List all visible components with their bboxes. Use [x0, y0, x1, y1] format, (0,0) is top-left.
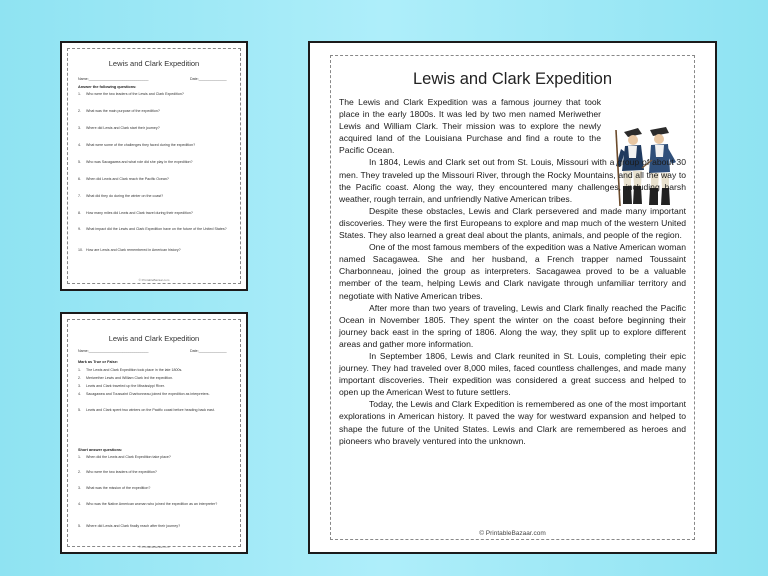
- sa-item: 5. Where did Lewis and Clark finally reach after their journey?: [78, 524, 181, 528]
- question-item: 10. How are Lewis and Clark remembered in American history?: [78, 248, 181, 252]
- questions-worksheet-page: [60, 41, 248, 291]
- sa-item: 3. What was the mission of the expedition?: [78, 486, 151, 490]
- tf-item: 3. Lewis and Clark traveled up the Mississippi River.: [78, 384, 165, 388]
- sa-item: 1. When did the Lewis and Clark Expedition take place?: [78, 455, 171, 459]
- question-item: 5. Who was Sacagawea and what role did she play in the expedition?: [78, 160, 193, 164]
- tf-item: 5. Lewis and Clark spent two winters on the Pacific coast before heading back east.: [78, 408, 215, 412]
- worksheet-dashed-border: [67, 319, 241, 547]
- worksheet-footer: © PrintableBazaar.com: [138, 545, 170, 549]
- question-item: 7. What did they do during the winter on the coast?: [78, 194, 164, 198]
- paragraph: In 1804, Lewis and Clark set out from St. Louis, Missouri with a group of about 30 men. They traveled up the Missouri River, through the Rocky Mountains, and all the way to the Pacific coast. Along the way, they encountered many challenges, including harsh weather, rough terrain, and unfriendly Native American tribes.: [339, 157, 686, 204]
- short-answer-heading: Short answer questions:: [78, 448, 123, 452]
- paragraph: After more than two years of traveling, Lewis and Clark finally reached the Pacific Ocean in November 1805. They spent the winter on the coast before beginning their journey back east in the spring of 1806. Along the way, they split up to explore different areas and gather more information.: [339, 302, 686, 349]
- reading-passage-page: [308, 41, 717, 554]
- worksheet-footer: © PrintableBazaar.com: [138, 278, 170, 282]
- worksheet-title: Lewis and Clark Expedition: [108, 59, 200, 68]
- passage-footer: © PrintableBazaar.com: [479, 530, 546, 537]
- question-item: 2. What was the main purpose of the expedition?: [78, 109, 160, 113]
- name-label: Name:______________________________: [78, 77, 149, 81]
- instructions-heading: Answer the following questions:: [78, 85, 137, 89]
- paragraph: The Lewis and Clark Expedition was a famous journey that took place in the early 1800s. It was led by two men named Meriwether Lewis and William Clark. Their mission was to explore the newly acquired land of the Louisiana Purchase and find a route to the Pacific Ocean.: [339, 97, 601, 156]
- worksheet-dashed-border: [67, 48, 241, 284]
- paragraph: In September 1806, Lewis and Clark reunited in St. Louis, completing their epic journey. They had traveled over 8,000 miles, faced countless challenges, and made many important discoveries. Their expedition was considered a great success and helped to open up the American West to future settlers.: [339, 350, 686, 398]
- paragraph: Despite these obstacles, Lewis and Clark persevered and made many important discoveries. They were the first Europeans to explore and map much of the western United States. They also learned a great deal about the plants, animals, and people of the region.: [339, 205, 686, 241]
- question-item: 6. When did Lewis and Clark reach the Pacific Ocean?: [78, 177, 169, 181]
- question-item: 4. What were some of the challenges they faced during the expedition?: [78, 143, 196, 147]
- date-label: Date:______________: [190, 349, 227, 353]
- question-item: 8. How many miles did Lewis and Clark travel during their expedition?: [78, 211, 193, 215]
- paragraph: One of the most famous members of the expedition was a Native American woman named Sacagawea. She and her husband, a French trapper named Toussaint Charbonneau, joined the group as interpreters. Sacagawea proved to be a valuable member of the team, helping Lewis and Clark navigate through unfamiliar territory and negotiate with Native American tribes.: [339, 242, 686, 301]
- true-false-worksheet-page: [60, 312, 248, 554]
- date-label: Date:______________: [190, 77, 227, 81]
- name-label: Name:______________________________: [78, 349, 149, 353]
- tf-item: 4. Sacagawea and Toussaint Charbonneau joined the expedition as interpreters.: [78, 392, 210, 396]
- question-item: 9. What impact did the Lewis and Clark Expedition have on the future of the United States?: [78, 227, 227, 231]
- tf-item: 2. Meriwether Lewis and William Clark led the expedition.: [78, 376, 174, 380]
- sa-item: 4. Who was the Native American woman who joined the expedition as an interpreter?: [78, 502, 218, 506]
- question-item: 3. Where did Lewis and Clark start their journey?: [78, 126, 160, 130]
- tf-item: 1. The Lewis and Clark Expedition took place in the late 1800s.: [78, 368, 183, 372]
- sa-item: 2. Who were the two leaders of the expedition?: [78, 470, 157, 474]
- passage-dashed-border: [330, 55, 695, 540]
- true-false-heading: Mark as True or False:: [78, 360, 119, 364]
- passage-title: Lewis and Clark Expedition: [412, 70, 613, 88]
- question-item: 1. Who were the two leaders of the Lewis and Clark Expedition?: [78, 92, 184, 96]
- worksheet-title: Lewis and Clark Expedition: [108, 334, 200, 343]
- passage-body: [339, 96, 686, 447]
- paragraph: Today, the Lewis and Clark Expedition is remembered as one of the most important explorations in American history. It paved the way for westward expansion and helped to shape the future of the United States. Lewis and Clark are remembered as heroes and pioneers who bravely ventured into the unknown.: [339, 399, 686, 446]
